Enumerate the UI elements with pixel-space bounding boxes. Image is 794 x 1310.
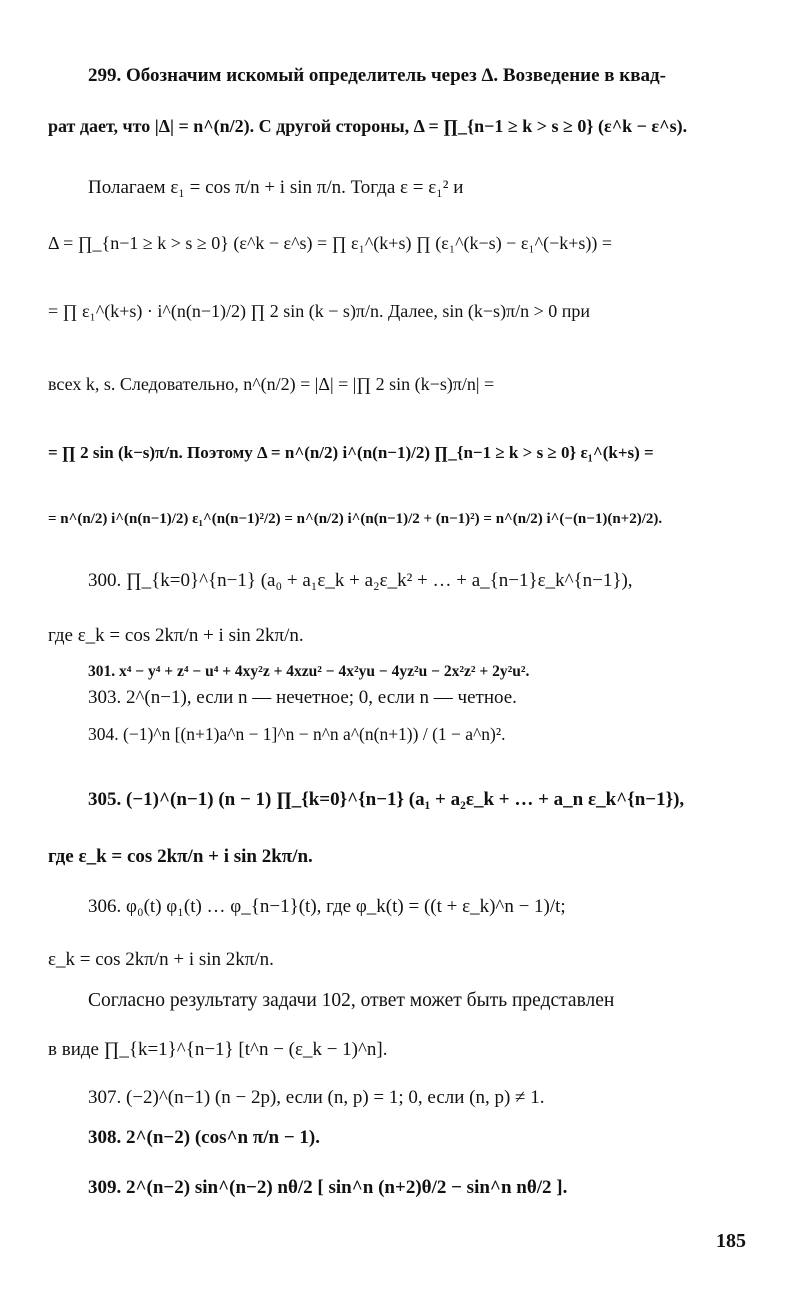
answer-307: 307. (−2)^(n−1) (n − 2p), если (n, p) = 1; 0, если (n, p) ≠ 1.	[88, 1087, 545, 1108]
answer-309: 309. 2^(n−2) sin^(n−2) nθ/2 [ sin^n (n+2)θ/2 − sin^n nθ/2 ].	[88, 1177, 568, 1198]
text-line-determinant-abs: рат дает, что |Δ| = n^(n/2). С другой стороны, Δ = ∏_{n−1 ≥ k > s ≥ 0} (ε^k − ε^s).	[48, 116, 688, 136]
text-line-sine-product: = ∏ ε₁^(k+s) · i^(n(n−1)/2) ∏ 2 sin (k − s)π/n. Далее, sin (k−s)π/n > 0 при	[48, 301, 591, 321]
answer-304: 304. (−1)^n [(n+1)a^n − 1]^n − n^n a^(n(n+1)) / (1 − a^n)².	[88, 724, 506, 744]
answer-306-epsilon: ε_k = cos 2kπ/n + i sin 2kπ/n.	[48, 949, 274, 970]
answer-305-epsilon: где ε_k = cos 2kπ/n + i sin 2kπ/n.	[48, 846, 313, 867]
answer-305: 305. (−1)^(n−1) (n − 1) ∏_{k=0}^{n−1} (a₁ + a₂ε_k + … + a_n ε_k^{n−1}),	[88, 789, 685, 810]
answer-306: 306. φ₀(t) φ₁(t) … φ_{n−1}(t), где φ_k(t) = ((t + ε_k)^n − 1)/t;	[88, 896, 566, 917]
text-line-delta-result: = n^(n/2) i^(n(n−1)/2) ε₁^(n(n−1)²/2) = n^(n/2) i^(n(n−1)/2 + (n−1)²) = n^(n/2) i^(−(n−1)(n+2)/2).	[48, 511, 663, 527]
answer-306-product: в виде ∏_{k=1}^{n−1} [t^n − (ε_k − 1)^n].	[48, 1039, 388, 1060]
text-line-therefore: = ∏ 2 sin (k−s)π/n. Поэтому Δ = n^(n/2) i^(n(n−1)/2) ∏_{n−1 ≥ k > s ≥ 0} ε₁^(k+s) =	[48, 443, 654, 462]
answer-303: 303. 2^(n−1), если n — нечетное; 0, если n — четное.	[88, 687, 517, 708]
answer-306-remark: Согласно результату задачи 102, ответ может быть представлен	[88, 990, 615, 1011]
text-line-consequently: всех k, s. Следовательно, n^(n/2) = |Δ| = |∏ 2 sin (k−s)π/n| =	[48, 374, 495, 394]
text-line-299-intro: 299. Обозначим искомый определитель через Δ. Возведение в квад-	[88, 65, 666, 86]
answer-301: 301. x⁴ − y⁴ + z⁴ − u⁴ + 4xy²z + 4xzu² − 4x²yu − 4yz²u − 2x²z² + 2y²u².	[88, 663, 530, 680]
answer-300-epsilon: где ε_k = cos 2kπ/n + i sin 2kπ/n.	[48, 625, 304, 646]
page-number: 185	[716, 1230, 746, 1252]
answer-308: 308. 2^(n−2) (cos^n π/n − 1).	[88, 1127, 321, 1148]
text-line-epsilon-def: Полагаем ε₁ = cos π/n + i sin π/n. Тогда ε = ε₁² и	[88, 177, 464, 198]
answer-300: 300. ∏_{k=0}^{n−1} (a₀ + a₁ε_k + a₂ε_k² + … + a_{n−1}ε_k^{n−1}),	[88, 570, 633, 591]
text-line-delta-product: Δ = ∏_{n−1 ≥ k > s ≥ 0} (ε^k − ε^s) = ∏ ε₁^(k+s) ∏ (ε₁^(k−s) − ε₁^(−k+s)) =	[48, 233, 613, 253]
